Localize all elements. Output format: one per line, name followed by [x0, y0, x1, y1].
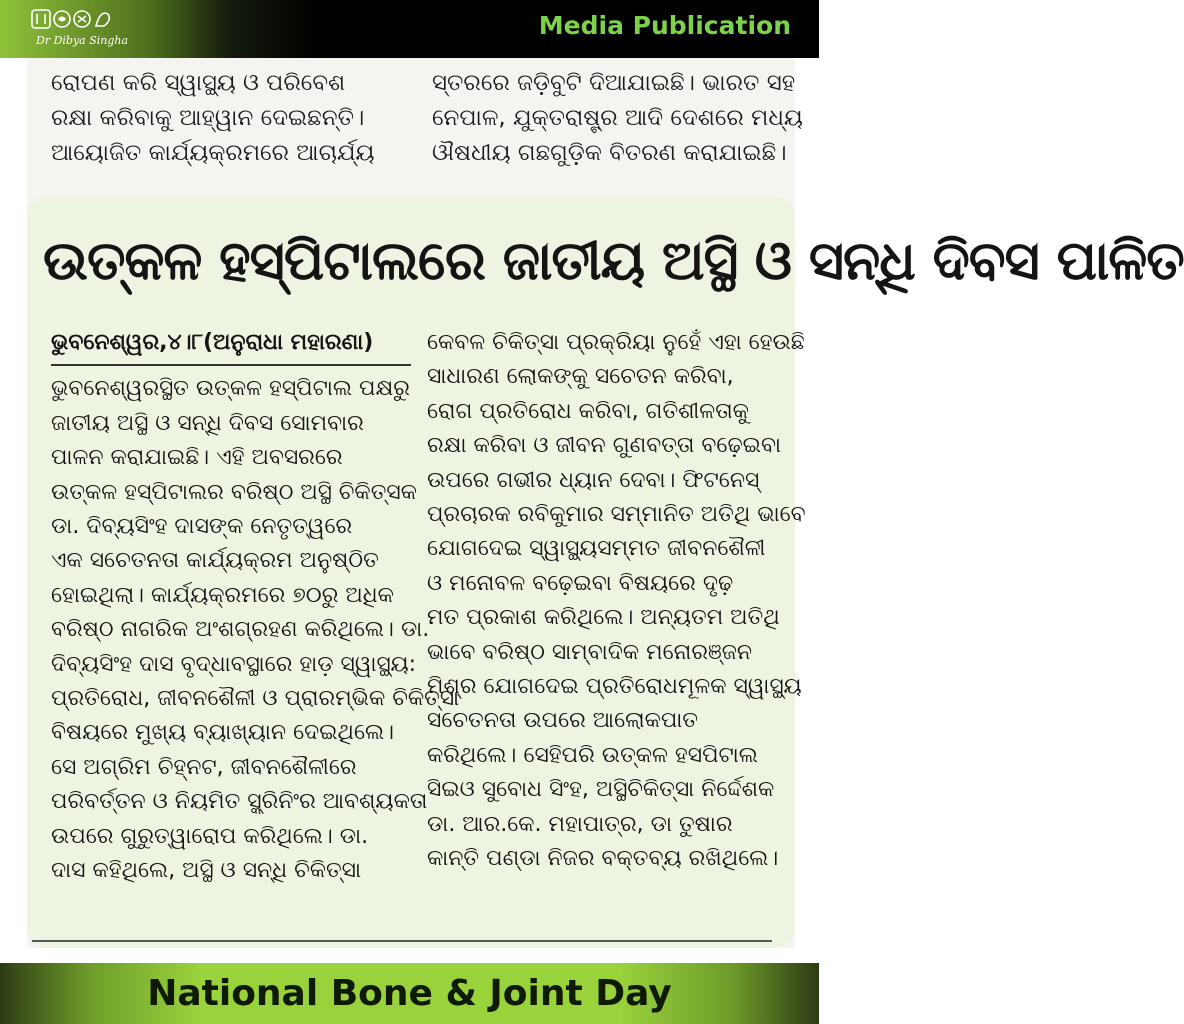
text-line: ଯୋଗଦେଇ ସ୍ୱାସ୍ଥ୍ୟସମ୍ମତ ଜୀବନଶୈଳୀ	[427, 536, 766, 562]
article-right-column	[427, 326, 806, 877]
text-line: ହୋଇଥିଲା। କାର୍ଯ୍ୟକ୍ରମରେ ୭୦ରୁ ଅଧିକ	[51, 582, 394, 608]
text-line: ଜାତୀୟ ଅସ୍ଥି ଓ ସନ୍ଧି ଦିବସ ସୋମବାର	[51, 410, 364, 436]
article-panel	[27, 196, 1184, 948]
text-line: ସିଇଓ ସୁବୋଧ ସିଂହ, ଅସ୍ଥିଚିକିତ୍ସା ନିର୍ଦ୍ଦେଶକ	[427, 777, 775, 803]
article-byline: ଭୁବନେଶ୍ୱର,୪।୮(ଅନୁରାଧା ମହାରଣା)	[51, 330, 374, 355]
text-line: ବିଷୟରେ ମୁଖ୍ୟ ବ୍ୟାଖ୍ୟାନ ଦେଇଥିଲେ।	[51, 720, 395, 746]
logo-text: Dr Dibya Singha	[36, 34, 129, 47]
text-line: ଡା. ଆର.କେ. ମହାପାତ୍ର, ଡା ତୁଷାର	[427, 811, 733, 837]
text-line: ଉପରେ ଗୁରୁତ୍ୱାରୋପ କରିଥିଲେ। ଡା.	[51, 823, 369, 849]
text-line: ଓ ମନୋବଳ ବଢ଼େଇବା ବିଷୟରେ ଦୃଢ଼	[427, 570, 734, 596]
text-line: ରୋପଣ କରି ସ୍ୱାସ୍ଥ୍ୟ ଓ ପରିବେଶ	[51, 70, 346, 96]
brand-logo	[30, 6, 150, 52]
header-bar	[0, 0, 819, 58]
previous-article-left-column	[51, 66, 411, 171]
text-line: ପାଳନ କରାଯାଇଛି। ଏହି ଅବସରରେ	[51, 445, 343, 471]
text-line: ଔଷଧୀୟ ଗଛଗୁଡ଼ିକ ବିତରଣ କରାଯାଇଛି।	[432, 140, 787, 166]
text-line: ପ୍ରତିରୋଧ, ଜୀବନଶୈଳୀ ଓ ପ୍ରାରମ୍ଭିକ ଚିକିତ୍ସା	[51, 686, 460, 712]
byline-divider	[51, 364, 411, 366]
text-line: ରକ୍ଷା କରିବା ଓ ଜୀବନ ଗୁଣବତ୍ତା ବଢ଼େଇବା	[427, 433, 781, 459]
newspaper-clipping	[27, 58, 1184, 948]
text-line: ବରିଷ୍ଠ ନାଗରିକ ଅଂଶଗ୍ରହଣ କରିଥିଲେ। ଡା.	[51, 617, 430, 643]
article-headline: ଉତ୍କଳ ହସ୍ପିଟାଲରେ ଜାତୀୟ ଅସ୍ଥି ଓ ସନ୍ଧି ଦିବସ ପାଳିତ	[43, 229, 1184, 292]
text-line: ଭୁବନେଶ୍ୱରସ୍ଥିତ ଉତ୍କଳ ହସ୍ପିଟାଲ ପକ୍ଷରୁ	[51, 376, 410, 402]
text-line: ସେ ଅଗ୍ରିମ ଚିହ୍ନଟ, ଜୀବନଶୈଳୀରେ	[51, 754, 357, 780]
text-line: ଉତ୍କଳ ହସ୍ପିଟାଲର ବରିଷ୍ଠ ଅସ୍ଥି ଚିକିତ୍ସକ	[51, 479, 417, 505]
text-line: ଦିବ୍ୟସିଂହ ଦାସ ବୃଦ୍ଧାବସ୍ଥାରେ ହାଡ଼ ସ୍ୱାସ୍ଥ୍ୟ:	[51, 651, 417, 677]
text-line: ମିଶ୍ର ଯୋଗଦେଇ ପ୍ରତିରୋଧମୂଳକ ସ୍ୱାସ୍ଥ୍ୟ	[427, 674, 802, 700]
text-line: ଡା. ଦିବ୍ୟସିଂହ ଦାସଙ୍କ ନେତୃତ୍ୱରେ	[51, 514, 353, 540]
footer-title: National Bone & Joint Day	[147, 973, 672, 1014]
text-line: ସଚେତନତା ଉପରେ ଆଲୋକପାତ	[427, 708, 699, 734]
text-line: ସ୍ତରରେ ଜଡ଼ିବୁଟି ଦିଆଯାଇଛି। ଭାରତ ସହ	[432, 70, 796, 96]
text-line: ନେପାଳ, ଯୁକ୍ତରାଷ୍ଟ୍ର ଆଦି ଦେଶରେ ମଧ୍ୟ	[432, 105, 803, 131]
text-line: ରକ୍ଷା କରିବାକୁ ଆହ୍ୱାନ ଦେଇଛନ୍ତି।	[51, 105, 365, 131]
bottom-divider	[32, 940, 772, 942]
article-left-column	[51, 326, 460, 889]
header-title: Media Publication	[538, 11, 791, 40]
text-line: ପରିବର୍ତ୍ତନ ଓ ନିୟମିତ ସ୍କ୍ରିନିଂର ଆବଶ୍ୟକତା	[51, 789, 428, 815]
text-line: ଉପରେ ଗଭୀର ଧ୍ୟାନ ଦେବା। ଫିଟନେସ୍	[427, 467, 760, 493]
text-line: ଆୟୋଜିତ କାର୍ଯ୍ୟକ୍ରମରେ ଆଚାର୍ଯ୍ୟ	[51, 140, 375, 166]
text-line: ରୋଗ ପ୍ରତିରୋଧ କରିବା, ଗତିଶୀଳତାକୁ	[427, 398, 749, 424]
previous-article-right-column	[432, 66, 803, 171]
text-line: ପ୍ରଚାରକ ରବିକୁମାର ସମ୍ମାନିତ ଅତିଥି ଭାବେ	[427, 502, 806, 528]
text-line: ଭାବେ ବରିଷ୍ଠ ସାମ୍ବାଦିକ ମନୋରଞ୍ଜନ	[427, 639, 753, 665]
text-line: ସାଧାରଣ ଲୋକଙ୍କୁ ସଚେତନ କରିବା,	[427, 364, 734, 390]
text-line: କରିଥିଲେ। ସେହିପରି ଉତ୍କଳ ହସପିଟାଲ	[427, 742, 758, 768]
text-line: କେବଳ ଚିକିତ୍ସା ପ୍ରକ୍ରିୟା ନୁହେଁ ଏହା ହେଉଛି	[427, 330, 805, 355]
text-line: ଏକ ସଚେତନତା କାର୍ଯ୍ୟକ୍ରମ ଅନୁଷ୍ଠିତ	[51, 548, 379, 574]
text-line: ଦାସ କହିଥିଲେ, ଅସ୍ଥି ଓ ସନ୍ଧି ଚିକିତ୍ସା	[51, 858, 362, 884]
text-line: କାନ୍ତି ପଣ୍ଡା ନିଜର ବକ୍ତବ୍ୟ ରଖିଥିଲେ।	[427, 846, 779, 872]
footer-bar	[0, 963, 819, 1024]
doctor-logo-icon	[30, 6, 114, 32]
text-line: ମତ ପ୍ରକାଶ କରିଥିଲେ। ଅନ୍ୟତମ ଅତିଥି	[427, 605, 780, 631]
